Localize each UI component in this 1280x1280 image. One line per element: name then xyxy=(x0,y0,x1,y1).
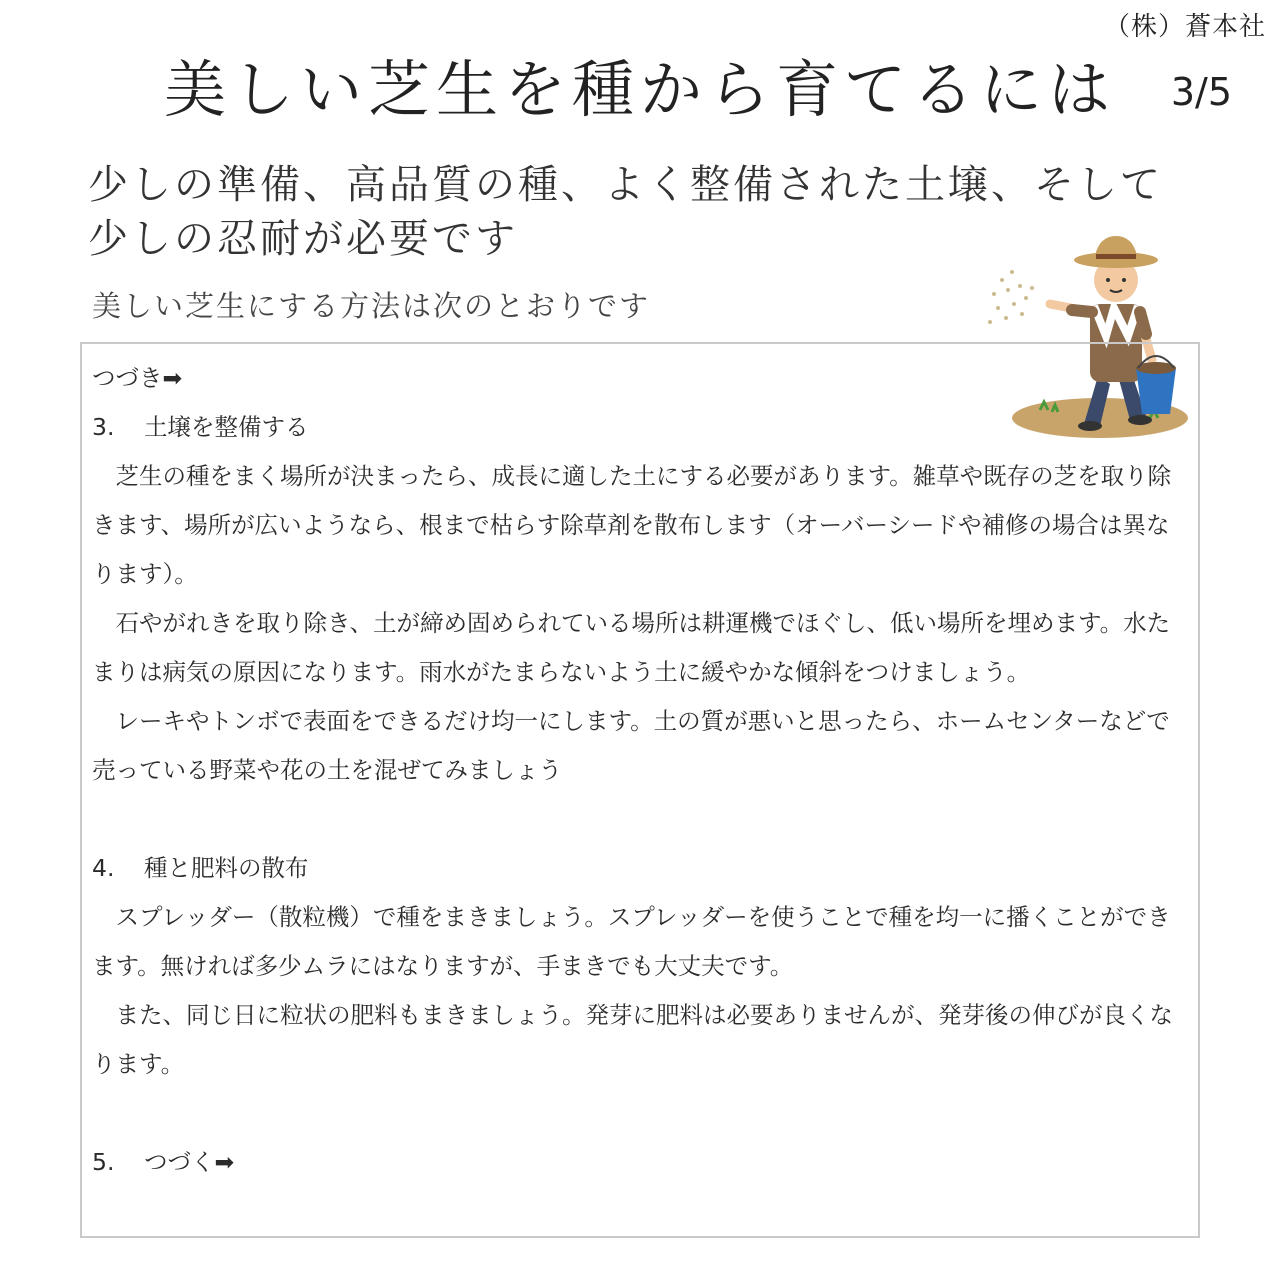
section-3-number: 3. xyxy=(92,413,115,441)
section-5-heading xyxy=(92,1138,1186,1187)
subtitle: 少しの準備、高品質の種、よく整備された土壌、そして少しの忍耐が必要です xyxy=(88,162,1163,262)
section-4-paragraph-1: スプレッダー（散粒機）で種をまきましょう。スプレッダーを使うことで種を均一に播くことができます。無ければ多少ムラにはなりますが、手まきでも大丈夫です。 xyxy=(92,903,1171,980)
company-name: （株）蒼本社 xyxy=(1103,12,1266,42)
section-4-heading xyxy=(92,844,1186,893)
section-4-paragraph-2: また、同じ日に粒状の肥料もまきましょう。発芽に肥料は必要ありませんが、発芽後の伸びが良くなります。 xyxy=(92,1001,1173,1078)
section-3-paragraph-2: 石やがれきを取り除き、土が締め固められている場所は耕運機でほぐし、低い場所を埋めます。水たまりは病気の原因になります。雨水がたまらないよう土に緩やかな傾斜をつけましょう。 xyxy=(92,609,1171,686)
section-5-number: 5. xyxy=(92,1148,115,1176)
page-title: 美しい芝生を種から育てるには xyxy=(163,53,1116,126)
page-number: 3/5 xyxy=(1170,70,1232,114)
intro-text: 美しい芝生にする方法は次のとおりです xyxy=(92,289,651,323)
section-3-paragraph-1: 芝生の種をまく場所が決まったら、成長に適した土にする必要があります。雑草や既存の芝を取り除きます、場所が広いようなら、根まで枯らす除草剤を散布します（オーバーシードや補修の場合は異なります）。 xyxy=(92,462,1172,588)
section-5-title: つづく➡ xyxy=(144,1148,235,1176)
spacer xyxy=(92,1089,1186,1138)
section-4-title: 種と肥料の散布 xyxy=(144,854,309,882)
content-box xyxy=(80,342,1200,1238)
section-4-number: 4. xyxy=(92,854,115,882)
section-3-paragraph-3: レーキやトンボで表面をできるだけ均一にします。土の質が悪いと思ったら、ホームセンターなどで売っている野菜や花の土を混ぜてみましょう xyxy=(92,707,1170,784)
section-3-title: 土壌を整備する xyxy=(144,413,309,441)
continued-label: つづき➡ xyxy=(92,364,183,392)
section-3-heading xyxy=(92,403,1186,452)
spacer xyxy=(92,795,1186,844)
